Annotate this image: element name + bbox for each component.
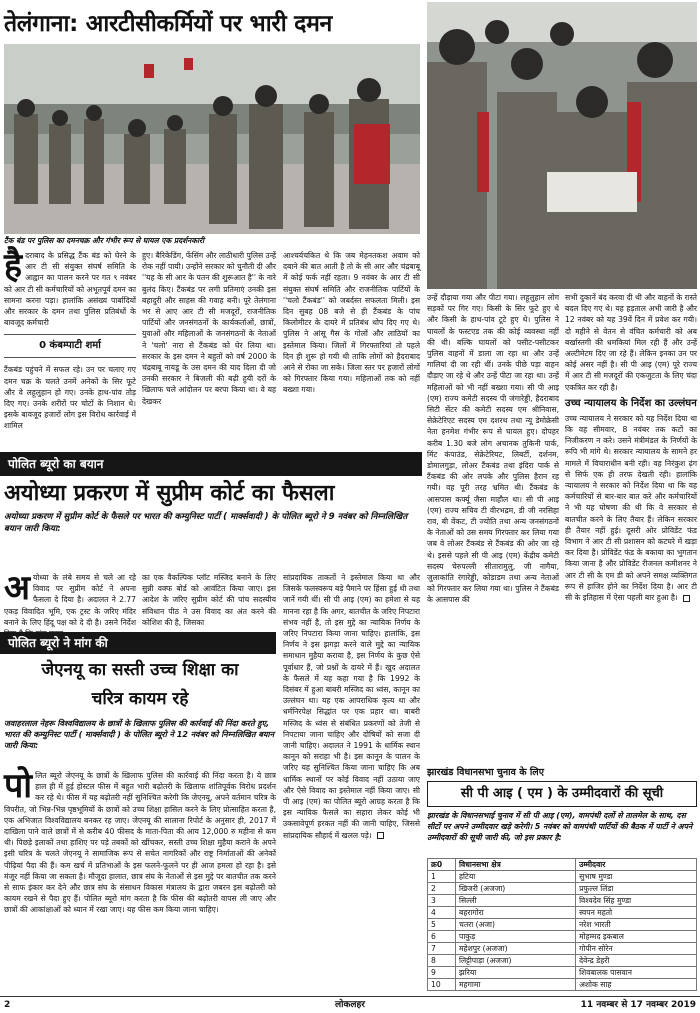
ayodhya-body-2: का एक वैकल्पिक प्लॉट मस्जिद बनाने के लिए सुन्नी वक्फ बोर्ड को आवंटित किया जाए। इस आदेश के जरिए सुप्रीम कोर्ट की पांच सदस्यीय संविधान पीठ ने उस विवाद का अंत करने की कोशिश की है, जिसका: [142, 573, 276, 627]
issue-date-range: 11 नवम्बर से 17 नवम्बर 2019: [580, 1000, 696, 1010]
table-row: [428, 967, 697, 979]
ayodhya-column-3: [283, 572, 420, 992]
candidate-cell: मोहम्मद इकबाल: [576, 931, 697, 943]
constituency-cell: पाकुड़: [456, 931, 576, 943]
jnu-headline-line-2: चरित्र कायम रहे: [91, 689, 189, 709]
ayodhya-deck: अयोध्या प्रकरण में सुप्रीम कोर्ट के फैसले पर भारत की कम्युनिस्ट पार्टी ( मार्क्सवादी ) के पोलित ब्यूरो ने 9 नवंबर को निम्नलिखित बयान जारी किया:: [4, 512, 408, 534]
constituency-cell: महगामा: [456, 979, 576, 991]
end-mark: [377, 832, 384, 839]
jnu-headline-line-1: जेएनयू का सस्ती उच्च शिक्षा का: [41, 660, 239, 680]
constituency-cell: सिल्ली: [456, 895, 576, 907]
table-row: [428, 907, 697, 919]
top-story-dropcap: है: [4, 246, 23, 286]
end-mark: [683, 595, 690, 602]
candidate-cell: सुभाष मुण्डा: [576, 871, 697, 883]
constituency-cell: बहरागोरा: [456, 907, 576, 919]
candidate-cell: प्रफुल्ल लिंडा: [576, 883, 697, 895]
protest-photo-police: [4, 44, 420, 234]
constituency-cell: झरिया: [456, 967, 576, 979]
candidate-cell: स्वपन महतो: [576, 907, 697, 919]
ayodhya-body-1: योध्या के लंबे समय से चले आ रहे विवाद पर सुप्रीम कोर्ट ने अपना फैसला दे दिया है। अदालत ने 2.77 एकड़ विवादित भूमि, एक ट्रस्ट के जरिए मंदिर बनाने के लिए हिंदू पक्ष को दे दी है। उसने निर्देश: [4, 573, 136, 627]
page-number: 2: [4, 1000, 11, 1010]
table-row: [428, 883, 697, 895]
constituency-cell: खिजरी (अजजा): [456, 883, 576, 895]
top-story-body-5b: उच्च न्यायालय ने सरकार को यह निर्देश दिया था कि वह सीमवार, 8 नवंबर तक कटों का निजीकरण न करे। उसने मंत्रीमंडल के निर्णयों के रूपि भी मांगे थे। सरकार न्यायालय के सामने हर मामले में विचाराधीन बनी रही। वह निरंकुश ढ़ंग से सिर्फ एक ही तरफ देखती रही। हालांकि न्यायालय ने सरकार को निर्देश दिया था कि वह कर्मचारियों से बार-बार बात करे और कर्मचारियों ने भी यह घोषणा की थी कि वे सरकार से बातचीत करने के लिए तैयार हैं। लेकिन सरकार ही तैयार नहीं हुई। दूसरी ओर प्रोविडेंट फंड विभाग ने आर टी सी प्रशासन को कटघरे में खड़ा कर दिया है। प्रोविडेंट फंड के बकाया का भुगतान किया जाना है और प्रोविडेंट रीजनल कमीशनर ने आर टी सी के एम डी को अपने समक्ष व्यक्तिगत रूप से हाजिर होने का निर्देश दिया है। आर टी सी के इतिहास में ऐसा पहली बार हुआ है।: [565, 413, 697, 603]
candidate-cell: शिवबालक पासवान: [576, 967, 697, 979]
table-row: [428, 931, 697, 943]
constituency-cell: चतरा (अजा): [456, 919, 576, 931]
injured-protester-image: [427, 2, 697, 289]
serial-cell: 3: [428, 895, 456, 907]
candidate-table-header: [428, 859, 697, 871]
serial-cell: 10: [428, 979, 456, 991]
header-serial: क्र0: [428, 859, 456, 871]
table-row: [428, 895, 697, 907]
top-story-body-5: सभी दुकानें बंद करवा दी थी और वाहनों के रास्ते बदल दिए गए थे। यह हड़ताल अभी जारी है और 12 नवंबर को यह 39वें दिन में प्रवेश कर गयी। दो महीने से वेतन से वंचित कर्मचारी को अब बर्खास्तगी की धमकियां मिल रही हैं और उन्हें अल्टीमेटम दिए जा रहे हैं। लेकिन इनका उन पर कोई असर नहीं है। सी पी आइ (एम) पूरे राज्य में आर टी सी मजदूरों की एकजुटता के लिए चंदा एकत्रित कर रही है।: [565, 293, 697, 392]
jnu-section-bar: पोलित ब्यूरो ने मांग की: [0, 632, 276, 654]
top-story-column-4: [427, 292, 559, 758]
serial-cell: 8: [428, 955, 456, 967]
candidate-cell: देवेन्द्र डेहरी: [576, 955, 697, 967]
candidate-cell: गोपीन सोरेन: [576, 943, 697, 955]
jnu-deck: जवाहरलाल नेहरू विश्वविद्यालय के छात्रों के खिलाफ पुलिस की कार्रवाई की निंदा करते हुए, भारत की कम्युनिस्ट पार्टी ( मार्क्सवादी ) के पोलित ब्यूरो ने 12 नवंबर को निम्नलिखित बयान जारी किया:: [4, 719, 275, 751]
top-story-body-4: उन्हें दौड़ाया गया और पीटा गया। लहूलुहान लोग सड़कों पर गिर गए। किसी के सिर फूटे हुए थे और किसी के हाथ-पांव टूटे हुए थे। पुलिस ने घायलों के फस्टएड तक की कोई व्यवस्था नहीं की थी। बल्कि घायलों को पसीट-पसीटकर पुलिस वाहनों में डाला जा रहा था और उन्हें गालियां दी जा रही थीं। उनके पीछे पड़ा वाहन दौड़ाए जा रहे थे और उन्हें पीटा जा रहा था। उन्हें महिलाओं को भी नहीं बख्शा गया। सी पी आइ (एम) राज्य कमेटी सदस्य पी जंगारेड्डी, हैदराबाद सिटी सेंटर की कमेटी सदस्य एम श्रीनिवास, सेक्रेटेरिएट सदस्य एम दशरथ तथा न्यू डेमोक्रेसी नेता हनमेश गंभीर रूप से घायल हुए। दोपहर करीब 1.30 बजे लोग अचानक तुकिनी पार्क, मिंट कंपाउंड, सेक्रेटेरियट, लिबर्टी, दर्शनम, डोमालगुड़ा, लोअर टैंकबंड तथा इंदिरा पार्क से टैंकबंड की ओर लपके और पुलिस हैरान रह गयी। वह पूरी तरह भ्रमित थी। टैंकबंड के आसपास कर्फ्यू जैसा माहौल था। सी पी आइ (एम) राज्य सचिव टी वीरभद्रम, डी जी नरसिहा राव, बी वेंकट, टी ज्योति तथा अन्य जनसंगठनों के नेताओं को उस समय गिरफ्तार कर लिया गया जब वे लोअर टैंकबंड से टैंकबंड की ओर जा रहे थे। इससे पहले सी पी आइ (एम) केंद्रीय कमेटी सदस्य चेरुपल्ली सीतारामुलु, जी नागैया, जुलाकांति रंगारेड्डी, कोडाडम तथा अन्य नेताओं को गिरफ्तार कर लिया गया था। पुलिस ने टैंकबंड के आसपास की: [427, 293, 559, 605]
constituency-cell: हटिया: [456, 871, 576, 883]
ayodhya-body-3: सांप्रदायिक ताकतों ने इस्तेमाल किया था और जिसके फलस्वरूप बड़े पैमाने पर हिंसा हुई थी तथा जानें गयी थीं। सी पी आइ (एम) का हमेशा से यह मानना रहा है कि अगर, बातचीत के जरिए निपटारा संभव नहीं है, तो इस मुद्दे का न्यायिक निर्णय के जरिए निपटारा किया जाना चाहिए। हालांकि, इस निर्णय ने इस झगड़ा करने वाले मुद्दे का न्यायिक समाधान मुहैया कराया है, इस निर्णय के कुछ ऐसे पूर्वाधार हैं, जो प्रश्नों के दायरे में हैं। खुद अदालत के फैसले में यह कहा गया है कि 1992 के दिसंबर में हुआ बाबरी मस्जिद का ध्वंस, कानून का उल्लंघन था। यह एक आपराधिक कृत्य था और धर्मनिरपेक्ष सिद्धांत पर एक प्रहार था। बाबरी मस्जिद के ध्वंस से संबंधित प्रकरणों को तेजी से निपटाया जाना चाहिए और दोषियों को सजा दी जानी चाहिए। अदालत ने 1991 के धार्मिक स्थान कानून को सराहा भी है। इस कानून के पालन के जरिए यह सुनिश्चित किया जाना चाहिए कि अब धार्मिक स्थानों पर कोई विवाद नहीं उठाया जाए और ऐसे विवाद का इस्तेमाल नहीं किया जाए। सी पी आइ (एम) का पोलित ब्यूरो आग्रह करता है कि इस न्यायिक फैसले का सहारा लेकर कोई भी उकसावेपूर्ण हरकत नहीं की जानी चाहिए, जिससे सांप्रदायिक सौहार्द में खलल पड़े।: [283, 573, 420, 840]
ayodhya-column-2: [142, 572, 276, 628]
top-story-column-1: [4, 246, 136, 450]
candidate-table-body: [428, 871, 697, 991]
ayodhya-dropcap: अ: [4, 568, 30, 608]
serial-cell: 4: [428, 907, 456, 919]
header-candidate: उम्मीदवार: [576, 859, 697, 871]
serial-cell: 5: [428, 919, 456, 931]
ayodhya-section-bar: पोलित ब्यूरो का बयान: [0, 452, 422, 476]
top-story-column-5: [565, 292, 697, 758]
top-story-headline: तेलंगाना: आरटीसीकर्मियों पर भारी दमन: [4, 11, 332, 37]
table-row: [428, 955, 697, 967]
jnu-dropcap: पो: [4, 766, 33, 806]
police-scene-image: [4, 44, 420, 234]
jharkhand-label: झारखंड विधानसभा चुनाव के लिए: [427, 767, 544, 778]
jharkhand-headline: सी पी आइ ( एम ) के उम्मीदवारों की सूची: [427, 781, 697, 807]
serial-cell: 2: [428, 883, 456, 895]
top-story-body-1: दराबाद के प्रसिद्ध टैंक बंड को घेरने के आर टी सी संयुक्त संघर्ष समिति के आह्वान का पालन करने पर गत ९ नवंबर को आर टी सी कर्मचारियों को अभूतपूर्व दमन का सामना करना पड़ा। हालांकि असंख्य पार्बादियों और सरकार के दमन तथा पुलिस प्रतिबंधों के बावजूद कर्मचारी: [4, 251, 136, 328]
top-story-column-3: [283, 250, 420, 450]
candidate-table-wrap: [427, 858, 697, 991]
table-row: [428, 979, 697, 991]
table-row: [428, 871, 697, 883]
constituency-cell: महेशपुर (अजजा): [456, 943, 576, 955]
jnu-body: लित ब्यूरो जेएनयू के छात्रों के खिलाफ पुलिस की कार्रवाई की निंदा करता है। ये छात्र हाल ही में हुई होस्टल फीस में बहुत भारी बढ़ोतरी के खिलाफ शांतिपूर्वक विरोध प्रदर्शन कर रहे थे। फीस में यह बढ़ोतरी नहीं सुनिश्चित करेगी कि जेएनयू, अपने वर्तमान चरित्र के विपरीत, जो भिन्न-भिन्न पृष्ठभूमियों के छात्रों को उच्च शिक्षा हासिल करने के लिए प्रोत्साहित करता है, एक अभिजात विश्वविद्यालय बनकर रह जाए। जेएनयू की सालाना रिपोर्ट के अनुसार ही, 2017 में दाखिला पाने वाले छात्रों में से करीब 40 फीसद के माता-पिता की आय 12,000 रु महीना से कम थी। पिछड़े इलाकों तथा हाशिए पर पड़े तबकों को खींचकर, सस्ती उच्च शिक्षा मुहैया कराने के अपने इसी चरित्र के चलते जेएनयू ने सामाजिक रूप से सचेत नागरिकों और राष्ट्र निर्माताओं की अनेकों पीढ़ियां पैदा की हैं। कम खर्च में प्रतिभाओं के इस फलने-फूलने पर ही आज हमला हो रहा है। इसे मंजूर नहीं किया जा सकता है। मौजूदा हालात, छात्र संघ के नेताओं से इस मुद्दे पर बातचीत तक करने से साफ इंकार कर देने और छात्र संघ के संसाधन विकास मंत्रालय के द्वारा जबरन इस बढ़ोतरी को कायम रखने से पैदा हुए हैं। पोलित ब्यूरो मांग करता है कि फीस की बढ़ोतरी वापस ली जाए और छात्रों की आकांक्षाओं को ध्यान में रखा जाए। यह फीस कम किया जाना चाहिए।: [4, 771, 276, 915]
serial-cell: 6: [428, 931, 456, 943]
top-story-body-1b: टैंकबंड पहुंचने में सफल रहे। उन पर चलाए गए दमन चक्र के चलते उनमें अनेकों के सिर फूटे और वे लहूलुहान हो गए। उनके हाथ-पांव तोड़ दिए गए। उनके शरीरों पर चोटों के निशान थे। इसके बावजूद हजारों लोग इस विरोध कार्रवाई में शामिल: [4, 365, 136, 431]
top-story-column-2: [142, 250, 276, 450]
table-row: [428, 943, 697, 955]
constituency-cell: लिट्टीपाड़ा (अजजा): [456, 955, 576, 967]
publication-name: लोकलहर: [335, 1000, 365, 1010]
ayodhya-headline: अयोध्या प्रकरण में सुप्रीम कोर्ट का फैसला: [4, 481, 335, 506]
serial-cell: 9: [428, 967, 456, 979]
candidate-table: [427, 858, 697, 991]
header-constituency: विधानसभा क्षेत्र: [456, 859, 576, 871]
top-story-body-3: आश्चर्यचकित थे कि जब मेहनतकश अवाम को दबाने की बात आती है तो के सी आर और चंद्रबाबू में कोई फर्क नहीं रहता। 9 नवंबर के आर टी सी संयुक्त संघर्ष समिति और राजनीतिक पार्टियों के ''चलो टैंकबंड'' को जबर्दस्त सफलता मिली। इस दिन सुबह 08 बजे से ही टैंकबंड के पांच किलोमीटर के दायरे में प्रतिबंध थोप दिए गए थे। पुलिस ने आंसू गैस के गोलों और लाठियों का इस्तेमाल किया। जिलों में गिरफ्तारियां तो पहले दिन ही शुरू हो गयी थी ताकि लोगों को हैदराबाद आने से रोका जा सके। जिला स्तर पर हजारों लोगों को गिरफ्तार किया गया। महिलाओं तक को नहीं बख्शा गया।: [283, 251, 420, 395]
jnu-body-column: [4, 766, 276, 992]
candidate-cell: अशोक साह: [576, 979, 697, 991]
top-story-author: 0 कंबम्पाटी शर्मा: [4, 334, 136, 358]
top-story-photo-caption: टैंक बंड पर पुलिस का दमनचक्र और गंभीर रूप से घायल एक प्रदर्शनकारी: [4, 236, 205, 245]
court-subhead: उच्च न्यायालय के निर्देश का उल्लंघन: [565, 397, 697, 409]
serial-cell: 1: [428, 871, 456, 883]
top-story-body-2: हुए। बैरिकेडिंग, फेंसिंग और लाठीधारी पुलिस उन्हें रोक नहीं पायी। उन्होंने सरकार को चुनौती दी और ''यह के सी आर के पतन की शुरूआत है'' के नारे बुलंद किए। टैंकबंड पर लगी प्रतिमाएं उनकी इस बहादुरी और साहस की गवाह बनी। पूरे तेलंगाना भर से आए आर टी सी मजदूरों, राजनीतिक पार्टियों और जनसंगठनों के कार्यकर्ताओं, छात्रों, युवाओं और महिलाओं के जनसंगठनों के नेताओं ने 'चलो' नारा से टैंकबंड को घेर लिया था। सरकार के इस दमन ने बहुतों को वर्ष 2000 के चंद्रबाबू नायडू के उस दमन की याद दिला दी जो उनकी सरकार ने बिजली की बढ़ी हुयी दरों के खिलाफ चले आंदोलन पर बरपा किया था। वे यह देखकर: [142, 251, 276, 406]
candidate-cell: विश्वदेव सिंह मुण्डा: [576, 895, 697, 907]
ayodhya-column-1: [4, 568, 136, 628]
table-row: [428, 919, 697, 931]
candidate-cell: नरेश भारती: [576, 919, 697, 931]
protest-photo-injured: [427, 2, 697, 289]
serial-cell: 7: [428, 943, 456, 955]
footer-rule: [0, 996, 700, 997]
jharkhand-deck: झारखंड के विधानसभाई चुनाव में सी पी आइ (एम), वामपंथी दलों से तालमेल के साथ, दस सीटों पर अपने उम्मीदवार खड़े करेगी। 5 नवंबर को वामपंथी पार्टियों की बैठक में पार्टी ने अपने उम्मीदवारों की सूची जारी की, जो इस प्रकार है:: [427, 811, 693, 842]
